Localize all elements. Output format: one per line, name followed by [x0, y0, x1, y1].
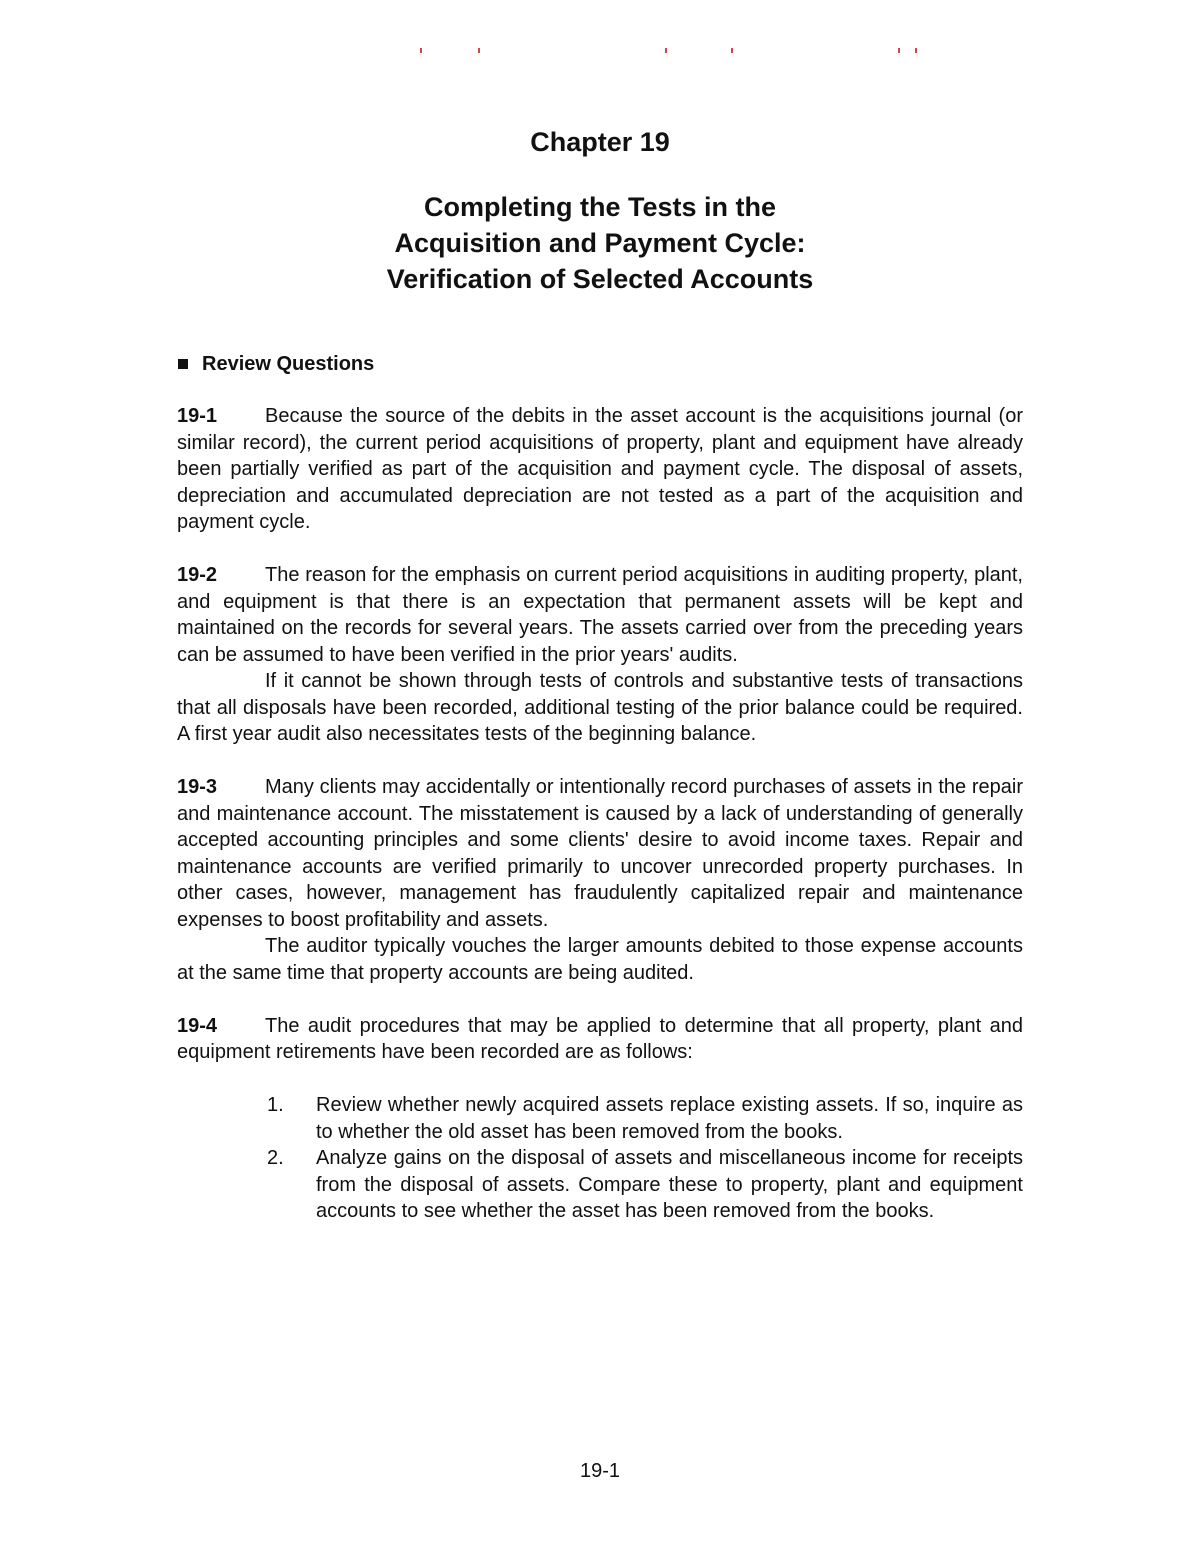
answer-text: The audit procedures that may be applied to determine that all property, plant and equipment retirements have been recorded are as follows: [177, 1014, 1023, 1063]
chapter-title-line: Acquisition and Payment Cycle: [394, 228, 806, 258]
list-item-text: Analyze gains on the disposal of assets and miscellaneous income for receipts from the disposal of assets. Compare these to property, plant and equipment accounts to see whether the asset has been removed from the books. [316, 1147, 1023, 1222]
answer-paragraph: The auditor typically vouches the larger amounts debited to those expense accounts at the same time that property accounts are being audited. [177, 935, 1023, 984]
document-body [177, 403, 1023, 1251]
answer-paragraph: If it cannot be shown through tests of controls and substantive tests of transactions that all disposals have been recorded, additional testing of the prior balance could be required. A first year audit also necessitates tests of the beginning balance. [177, 670, 1023, 745]
scan-artifact-marks [415, 48, 925, 56]
answer-number: 19-2 [177, 564, 218, 586]
list-item [267, 1092, 1023, 1145]
answer-19-1 [177, 403, 1023, 536]
scan-artifact-mark [420, 48, 422, 53]
list-item-marker: 2. [267, 1147, 284, 1169]
chapter-label: Chapter 19 [530, 127, 670, 157]
section-heading [178, 350, 374, 378]
answer-19-3 [177, 774, 1023, 986]
answer-paragraph [177, 774, 1023, 933]
answer-text: Because the source of the debits in the asset account is the acquisitions journal (or similar record), the current period acquisitions of property, plant and equipment have already been partially verified as part of the acquisition and payment cycle. The disposal of assets, depreciation and accumulated depreciation are not tested as a part of the acquisition and payment cycle. [177, 405, 1023, 533]
procedure-list [177, 1092, 1023, 1225]
answer-paragraph [177, 562, 1023, 668]
scan-artifact-mark [898, 48, 900, 53]
chapter-title [0, 189, 1200, 297]
list-item-text: Review whether newly acquired assets replace existing assets. If so, inquire as to whether the old asset has been removed from the books. [316, 1094, 1023, 1143]
answer-number: 19-4 [177, 1014, 218, 1037]
scan-artifact-mark [915, 48, 917, 53]
answer-19-4 [177, 1013, 1023, 1225]
answer-19-2 [177, 562, 1023, 748]
answer-paragraph [177, 403, 1023, 536]
scan-artifact-mark [665, 48, 667, 53]
answer-text: The reason for the emphasis on current period acquisitions in auditing property, plant, and equipment is that there is an expectation that permanent assets will be kept and maintained on the records for several years. The assets carried over from the preceding years can be assumed to have been verified in the prior years' audits. [177, 564, 1023, 666]
section-heading-text: Review Questions [202, 353, 375, 375]
answer-number: 19-1 [177, 405, 218, 427]
list-item-marker: 1. [267, 1094, 284, 1116]
chapter-title-line: Verification of Selected Accounts [386, 264, 814, 294]
scan-artifact-mark [478, 48, 480, 53]
answer-paragraph [177, 1013, 1023, 1066]
square-bullet-icon [178, 359, 188, 369]
answer-text: Many clients may accidentally or intentionally record purchases of assets in the repair and maintenance account. The misstatement is caused by a lack of understanding of generally accepted accounting principles and some clients' desire to avoid income taxes. Repair and maintenance accounts are verified primarily to uncover unrecorded property purchases. In other cases, however, management has fraudulently capitalized repair and maintenance expenses to boost profitability and assets. [177, 776, 1023, 931]
chapter-title-line: Completing the Tests in the [423, 192, 776, 222]
answer-number: 19-3 [177, 776, 218, 798]
page-number: 19-1 [579, 1460, 621, 1482]
list-item [267, 1145, 1023, 1225]
scan-artifact-mark [731, 48, 733, 53]
